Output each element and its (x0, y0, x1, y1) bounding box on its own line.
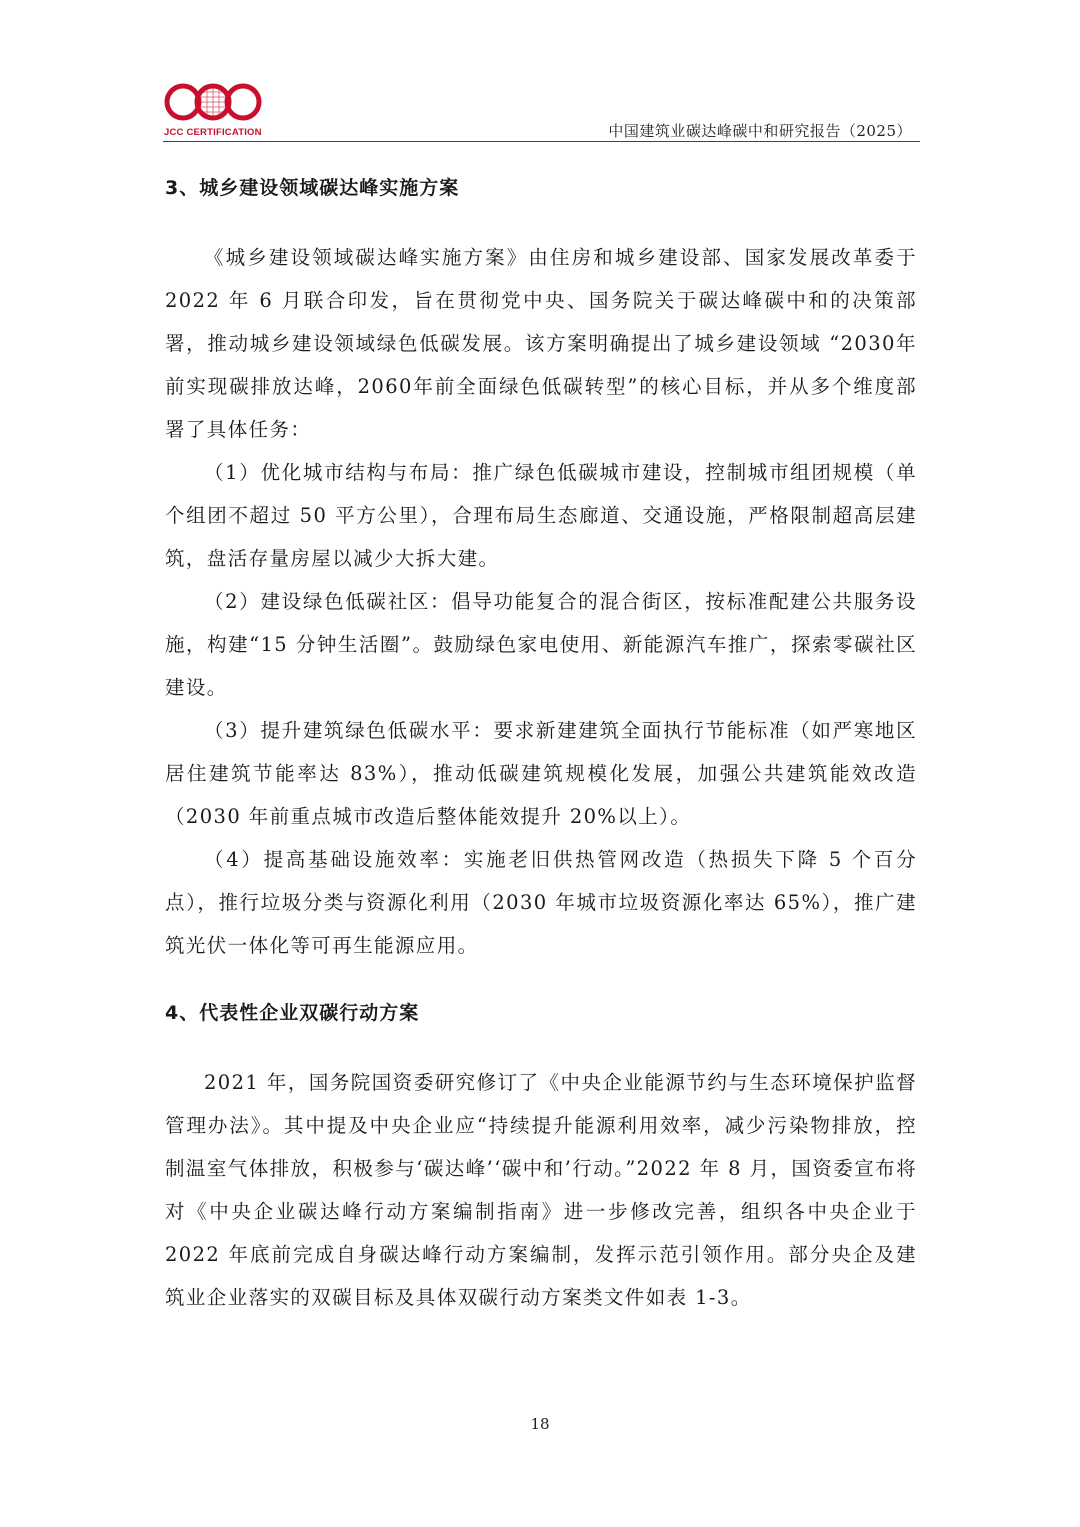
spacer (165, 1031, 917, 1061)
header-divider (163, 141, 920, 142)
jcc-logo (163, 80, 263, 142)
spacer (165, 206, 917, 236)
section-heading-3: 3、城乡建设领域碳达峰实施方案 (165, 177, 460, 199)
page-content (165, 170, 917, 1319)
report-title: 中国建筑业碳达峰碳中和研究报告（2025） (608, 122, 912, 140)
logo-text: JCC CERTIFICATION (164, 127, 262, 138)
jcc-logo-rings-icon (163, 80, 263, 126)
page-number: 18 (530, 1415, 550, 1433)
paragraph-enterprise: 2021 年，国务院国资委研究修订了《中央企业能源节约与生态环境保护监督管理办法》。其中提及中央企业应“持续提升能源利用效率，减少污染物排放，控制温室气体排放，积极参与‘碳达峰’‘碳中和’行动。”2022 年 8 月，国资委宣布将对《中央企业碳达峰行动方案编制指南》进一步修改完善，组织各中央企业于 2022 年底前完成自身碳达峰行动方案编制，发挥示范引领作用。部分央企及建筑业企业落实的双碳目标及具体双碳行动方案类文件如表 1-3。 (165, 1071, 917, 1309)
page-header (163, 76, 920, 142)
section-heading-4: 4、代表性企业双碳行动方案 (165, 1002, 420, 1024)
paragraph-intro: 《城乡建设领域碳达峰实施方案》由住房和城乡建设部、国家发展改革委于 2022 年 6 月联合印发，旨在贯彻党中央、国务院关于碳达峰碳中和的决策部署，推动城乡建设领域绿色低碳发展。该方案明确提出了城乡建设领域 “2030年前实现碳排放达峰，2060年前全面绿色低碳转型”的核心目标，并从多个维度部署了具体任务： (165, 246, 917, 441)
spacer (165, 967, 917, 995)
paragraph-task-4: （4）提高基础设施效率：实施老旧供热管网改造（热损失下降 5 个百分点），推行垃圾分类与资源化利用（2030 年城市垃圾资源化率达 65%），推广建筑光伏一体化等可再生能源应用。 (165, 848, 917, 957)
paragraph-task-1: （1）优化城市结构与布局：推广绿色低碳城市建设，控制城市组团规模（单个组团不超过 50 平方公里），合理布局生态廊道、交通设施，严格限制超高层建筑，盘活存量房屋以减少大拆大建。 (165, 461, 917, 570)
paragraph-task-2: （2）建设绿色低碳社区：倡导功能复合的混合街区，按标准配建公共服务设施，构建“15 分钟生活圈”。鼓励绿色家电使用、新能源汽车推广，探索零碳社区建设。 (165, 590, 917, 699)
paragraph-task-3: （3）提升建筑绿色低碳水平：要求新建建筑全面执行节能标准（如严寒地区居住建筑节能率达 83%），推动低碳建筑规模化发展，加强公共建筑能效改造（2030 年前重点城市改造后整体能效提升 20%以上）。 (165, 719, 917, 828)
